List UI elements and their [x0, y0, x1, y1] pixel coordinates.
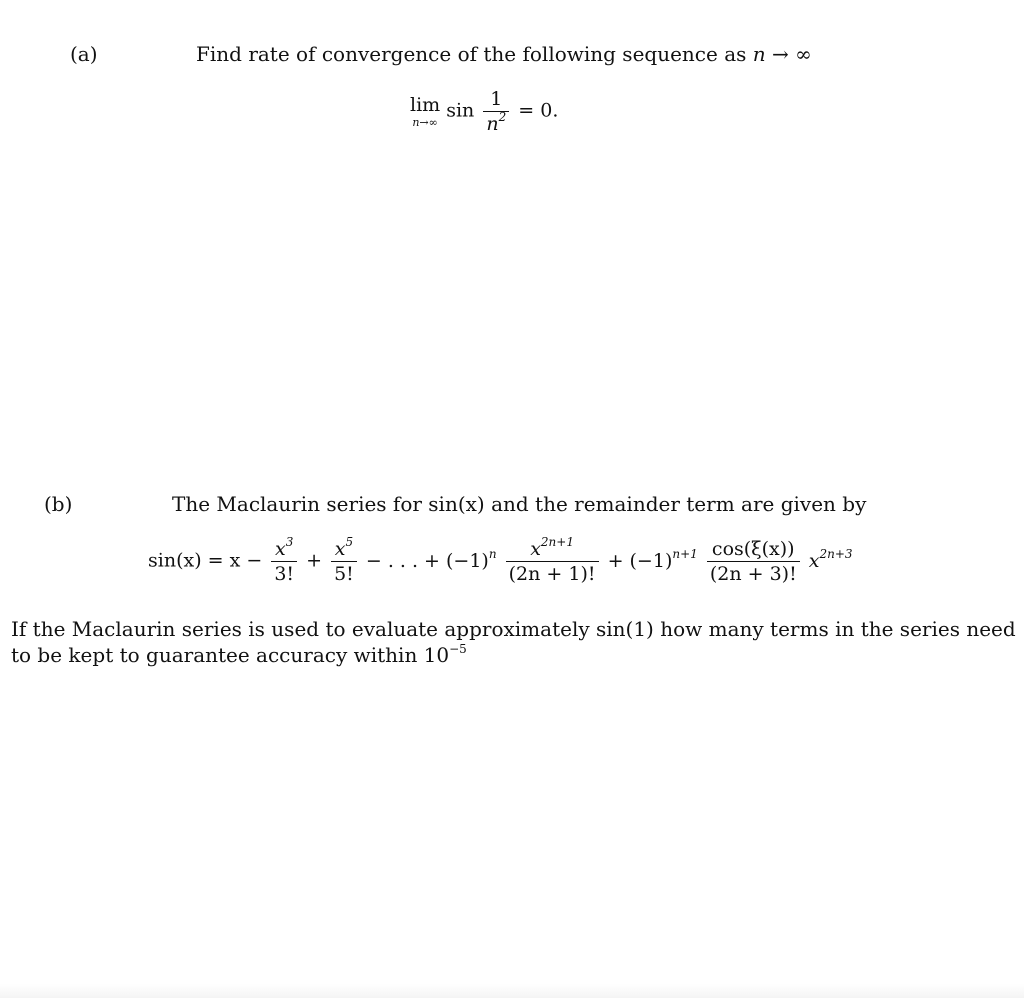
series-term-general-den: (2n + 1)! — [506, 561, 599, 585]
limit-subscript: n→∞ — [412, 116, 438, 129]
series-term-2-num: $x^5$ — [334, 535, 354, 560]
remainder-denominator: (2n + 3)! — [707, 561, 800, 585]
question-line-1: If the Maclaurin series is used to evaluate approximately sin(1) how many terms in the series need — [11, 617, 1016, 641]
remainder-numerator: cos(ξ(x)) — [711, 538, 795, 560]
remainder-tail: $x^{2n+3}$ — [808, 546, 853, 572]
series-lhs: sin(x) = x − — [148, 549, 263, 572]
series-term-general — [506, 535, 599, 585]
limit-result: = 0. — [518, 99, 559, 122]
part-b-intro: The Maclaurin series for sin(x) and the remainder term are given by — [172, 492, 867, 516]
series-plus: + — [306, 549, 323, 572]
part-a-prompt-text: Find rate of convergence of the following sequence as — [196, 42, 747, 66]
limit-operator — [410, 94, 440, 129]
limit-formula — [410, 88, 558, 135]
limit-denominator: $n^2$ — [483, 111, 509, 135]
part-a-prompt-var: n → ∞ — [752, 42, 812, 66]
series-term-general-num: $x^{2n+1}$ — [530, 535, 574, 560]
limit-numerator: 1 — [490, 88, 503, 110]
part-a-prompt — [196, 42, 812, 66]
question-exponent: −5 — [449, 642, 467, 657]
limit-fraction — [483, 88, 509, 135]
series-term-2-den: 5! — [331, 561, 357, 585]
remainder-prefix: + $(-1)^{n+1}$ — [607, 546, 698, 572]
part-b-label: (b) — [44, 492, 73, 516]
question-line-2: to be kept to guarantee accuracy within $10^{-5}$ — [11, 642, 467, 667]
series-term-1-den: 3! — [271, 561, 297, 585]
page-bottom-edge — [0, 984, 1024, 998]
limit-function: sin — [446, 99, 475, 122]
series-term-2 — [331, 535, 357, 585]
remainder-term — [707, 538, 800, 585]
limit-den-exponent: 2 — [498, 110, 507, 125]
series-term-1-num: $x^3$ — [275, 535, 294, 560]
part-a-label: (a) — [70, 42, 98, 66]
limit-label: lim — [410, 94, 441, 116]
series-term-1 — [271, 535, 297, 585]
maclaurin-series-formula — [148, 535, 853, 585]
series-middle: − . . . + $(-1)^n$ — [365, 546, 497, 572]
